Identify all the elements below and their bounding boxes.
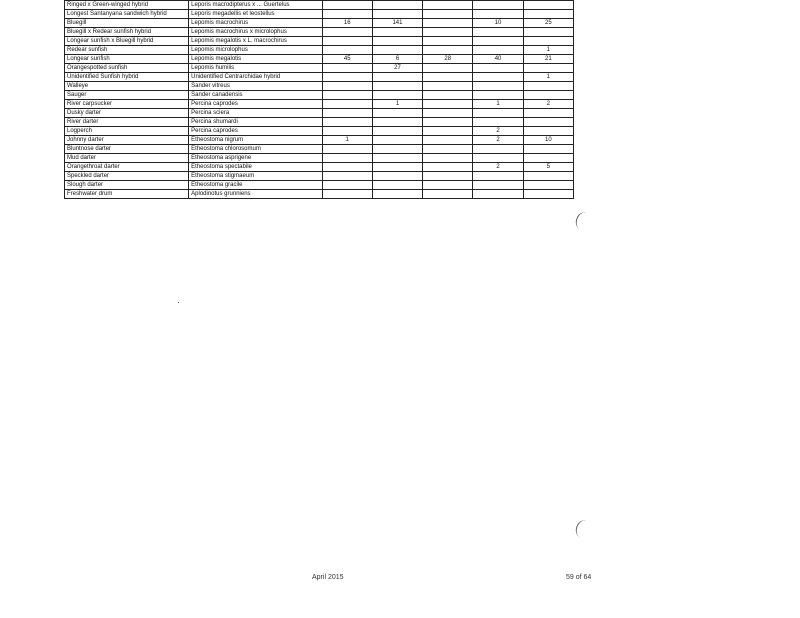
count-cell xyxy=(473,73,523,82)
count-cell xyxy=(523,190,573,199)
table-row xyxy=(65,172,574,181)
count-cell: 2 xyxy=(473,163,523,172)
count-cell xyxy=(423,91,473,100)
count-cell xyxy=(423,73,473,82)
count-cell xyxy=(523,181,573,190)
count-cell xyxy=(473,181,523,190)
species-table xyxy=(64,0,574,199)
table-row xyxy=(65,91,574,100)
table-row xyxy=(65,64,574,73)
table-row xyxy=(65,190,574,199)
count-cell xyxy=(372,91,422,100)
scientific-name-cell: Etheostoma gracile xyxy=(189,181,322,190)
table-row xyxy=(65,1,574,10)
scientific-name-cell: Lepomis macrochirus xyxy=(189,19,322,28)
count-cell xyxy=(372,190,422,199)
scientific-name-cell: Etheostoma asprigene xyxy=(189,154,322,163)
count-cell: 1 xyxy=(523,46,573,55)
count-cell xyxy=(423,109,473,118)
count-cell xyxy=(372,73,422,82)
count-cell xyxy=(523,154,573,163)
species-table-body xyxy=(65,1,574,199)
scientific-name-cell: Sander vitreus xyxy=(189,82,322,91)
count-cell xyxy=(523,91,573,100)
count-cell xyxy=(423,10,473,19)
scientific-name-cell: Percina shumardi xyxy=(189,118,322,127)
count-cell xyxy=(473,172,523,181)
count-cell xyxy=(372,154,422,163)
table-row xyxy=(65,73,574,82)
count-cell: 16 xyxy=(322,19,372,28)
scientific-name-cell: Lepomis humilis xyxy=(189,64,322,73)
common-name-cell: Dusky darter xyxy=(65,109,189,118)
common-name-cell: Redear sunfish xyxy=(65,46,189,55)
count-cell: 1 xyxy=(322,136,372,145)
scientific-name-cell: Lepomis microlophus xyxy=(189,46,322,55)
count-cell: 2 xyxy=(523,100,573,109)
count-cell xyxy=(372,145,422,154)
scientific-name-cell: Lepomis macrochirus x microlophus xyxy=(189,28,322,37)
count-cell xyxy=(523,145,573,154)
count-cell xyxy=(423,118,473,127)
count-cell xyxy=(523,10,573,19)
scientific-name-cell: Etheostoma nigrum xyxy=(189,136,322,145)
common-name-cell: Bluegill x Redear sunfish hybrid xyxy=(65,28,189,37)
count-cell: 2 xyxy=(473,127,523,136)
count-cell xyxy=(322,172,372,181)
scientific-name-cell: Etheostoma spectabile xyxy=(189,163,322,172)
table-row xyxy=(65,46,574,55)
count-cell xyxy=(423,181,473,190)
count-cell xyxy=(423,127,473,136)
scientific-name-cell: Percina sciera xyxy=(189,109,322,118)
count-cell: 21 xyxy=(523,55,573,64)
count-cell xyxy=(473,46,523,55)
count-cell xyxy=(322,73,372,82)
table-row xyxy=(65,154,574,163)
count-cell xyxy=(322,163,372,172)
count-cell xyxy=(322,91,372,100)
table-row xyxy=(65,163,574,172)
count-cell xyxy=(473,10,523,19)
common-name-cell: Unidentified Sunfish hybrid xyxy=(65,73,189,82)
count-cell xyxy=(473,190,523,199)
count-cell xyxy=(473,91,523,100)
count-cell: 6 xyxy=(372,55,422,64)
count-cell: 1 xyxy=(372,100,422,109)
table-row xyxy=(65,181,574,190)
table-row xyxy=(65,37,574,46)
count-cell xyxy=(372,181,422,190)
common-name-cell: Longear sunfish xyxy=(65,55,189,64)
count-cell xyxy=(473,37,523,46)
table-row xyxy=(65,100,574,109)
count-cell: 28 xyxy=(423,55,473,64)
scientific-name-cell: Percina caprodes xyxy=(189,100,322,109)
table-row xyxy=(65,28,574,37)
count-cell xyxy=(322,64,372,73)
table-row xyxy=(65,145,574,154)
count-cell xyxy=(372,46,422,55)
count-cell xyxy=(322,37,372,46)
common-name-cell: Ringed x Green-winged hybrid xyxy=(65,1,189,10)
common-name-cell: River darter xyxy=(65,118,189,127)
count-cell xyxy=(473,28,523,37)
count-cell xyxy=(473,64,523,73)
count-cell xyxy=(322,127,372,136)
table-row xyxy=(65,118,574,127)
count-cell xyxy=(473,154,523,163)
count-cell xyxy=(372,163,422,172)
count-cell xyxy=(473,145,523,154)
scientific-name-cell: Etheostoma chlorosomum xyxy=(189,145,322,154)
count-cell xyxy=(322,46,372,55)
count-cell xyxy=(372,172,422,181)
count-cell xyxy=(523,109,573,118)
count-cell xyxy=(322,10,372,19)
count-cell xyxy=(423,172,473,181)
footer-page-number: 59 of 64 xyxy=(566,574,592,581)
count-cell xyxy=(523,82,573,91)
count-cell: 1 xyxy=(523,73,573,82)
count-cell xyxy=(322,145,372,154)
count-cell xyxy=(372,1,422,10)
common-name-cell: Bluegill xyxy=(65,19,189,28)
count-cell xyxy=(423,19,473,28)
scientific-name-cell: Lepomis megalotis x L. macrochirus xyxy=(189,37,322,46)
table-row xyxy=(65,82,574,91)
count-cell xyxy=(423,190,473,199)
scientific-name-cell: Percina caprodes xyxy=(189,127,322,136)
count-cell: 40 xyxy=(473,55,523,64)
common-name-cell: Orangespotted sunfish xyxy=(65,64,189,73)
scientific-name-cell: Etheostoma stigmaeum xyxy=(189,172,322,181)
count-cell xyxy=(523,127,573,136)
common-name-cell: Freshwater drum xyxy=(65,190,189,199)
count-cell xyxy=(423,154,473,163)
count-cell xyxy=(322,109,372,118)
scan-smudge xyxy=(573,518,593,540)
count-cell: 141 xyxy=(372,19,422,28)
count-cell xyxy=(423,46,473,55)
count-cell xyxy=(423,82,473,91)
count-cell: 10 xyxy=(473,19,523,28)
count-cell xyxy=(322,154,372,163)
count-cell xyxy=(423,136,473,145)
count-cell xyxy=(322,190,372,199)
count-cell xyxy=(473,82,523,91)
count-cell xyxy=(523,37,573,46)
count-cell xyxy=(372,136,422,145)
table-row xyxy=(65,19,574,28)
count-cell: 2 xyxy=(473,136,523,145)
common-name-cell: Mud darter xyxy=(65,154,189,163)
count-cell xyxy=(423,100,473,109)
count-cell xyxy=(423,37,473,46)
count-cell xyxy=(473,1,523,10)
count-cell xyxy=(423,145,473,154)
scan-speck xyxy=(178,302,179,303)
count-cell xyxy=(423,28,473,37)
common-name-cell: Sauger xyxy=(65,91,189,100)
common-name-cell: Bluntnose darter xyxy=(65,145,189,154)
table-row xyxy=(65,136,574,145)
count-cell xyxy=(473,118,523,127)
count-cell xyxy=(322,118,372,127)
common-name-cell: Longear sunfish x Bluegill hybrid xyxy=(65,37,189,46)
count-cell xyxy=(423,1,473,10)
common-name-cell: Orangethroat darter xyxy=(65,163,189,172)
scientific-name-cell: Leporis megadellis et leostellus xyxy=(189,10,322,19)
table-row xyxy=(65,127,574,136)
count-cell xyxy=(372,37,422,46)
count-cell xyxy=(523,172,573,181)
scientific-name-cell: Leporis macrodipterus x ... Guertelus xyxy=(189,1,322,10)
count-cell: 1 xyxy=(473,100,523,109)
count-cell xyxy=(423,163,473,172)
table-row xyxy=(65,10,574,19)
common-name-cell: Johnny darter xyxy=(65,136,189,145)
common-name-cell: Longest Santanyana sandwich hybrid xyxy=(65,10,189,19)
count-cell xyxy=(372,28,422,37)
scientific-name-cell: Unidentified Centrarchidae hybrid xyxy=(189,73,322,82)
scientific-name-cell: Aplodinotus grunniens xyxy=(189,190,322,199)
table-row xyxy=(65,55,574,64)
count-cell xyxy=(322,181,372,190)
count-cell xyxy=(372,127,422,136)
scientific-name-cell: Lepomis megalotis xyxy=(189,55,322,64)
scan-smudge xyxy=(573,210,593,232)
count-cell xyxy=(372,10,422,19)
count-cell: 5 xyxy=(523,163,573,172)
count-cell: 27 xyxy=(372,64,422,73)
count-cell xyxy=(322,100,372,109)
count-cell xyxy=(523,118,573,127)
count-cell xyxy=(523,1,573,10)
count-cell: 45 xyxy=(322,55,372,64)
count-cell xyxy=(322,28,372,37)
count-cell xyxy=(322,82,372,91)
count-cell xyxy=(523,28,573,37)
scientific-name-cell: Sander canadensis xyxy=(189,91,322,100)
footer-date: April 2015 xyxy=(312,574,344,581)
count-cell xyxy=(473,109,523,118)
common-name-cell: Speckled darter xyxy=(65,172,189,181)
count-cell xyxy=(523,64,573,73)
common-name-cell: Logperch xyxy=(65,127,189,136)
common-name-cell: River carpsucker xyxy=(65,100,189,109)
count-cell xyxy=(372,82,422,91)
count-cell xyxy=(372,118,422,127)
count-cell xyxy=(372,109,422,118)
common-name-cell: Slough darter xyxy=(65,181,189,190)
count-cell xyxy=(423,64,473,73)
count-cell: 25 xyxy=(523,19,573,28)
table-row xyxy=(65,109,574,118)
common-name-cell: Walleye xyxy=(65,82,189,91)
count-cell: 10 xyxy=(523,136,573,145)
count-cell xyxy=(322,1,372,10)
